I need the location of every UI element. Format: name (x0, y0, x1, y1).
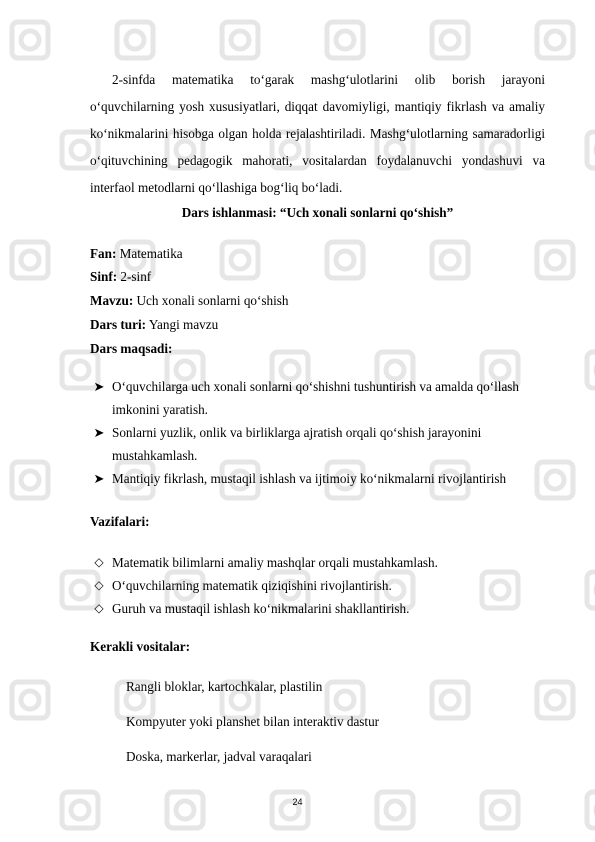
watermark-mark (546, 251, 564, 269)
meta-grade-label: Sinf: (90, 269, 118, 284)
watermark-mark (222, 22, 258, 58)
meta-subject-value: Matematika (116, 246, 183, 261)
meta-topic (90, 293, 289, 309)
watermark-mark (71, 361, 89, 379)
diamond-bullet-icon: ◇ (94, 578, 104, 592)
watermark-mark (21, 251, 39, 269)
watermark-mark (222, 242, 258, 278)
meta-type (90, 317, 218, 333)
watermark-mark (587, 132, 595, 168)
watermark-mark (21, 471, 39, 489)
watermark-mark (126, 31, 144, 49)
meta-grade (90, 269, 151, 285)
task-item: ◇ Guruh va mustaqil ishlash ko‘nikmalarini shakllantirish. (92, 597, 547, 620)
tasks-heading: Vazifalari: (90, 514, 150, 529)
watermark-mark (336, 691, 354, 709)
watermark-mark (537, 22, 573, 58)
watermark-mark (441, 31, 459, 49)
watermark-mark (327, 682, 363, 718)
tool-item: Doska, markerlar, jadval varaqalari (126, 749, 312, 764)
meta-subject-label: Fan: (90, 246, 117, 261)
task-item: ◇ Matematik bilimlarni amaliy mashqlar orqali mustahkamlash. (92, 551, 547, 574)
watermark-mark (587, 352, 595, 388)
watermark-mark (587, 572, 595, 608)
goal-item: ➤ Sonlarni yuzlik, onlik va birliklarga ajratish orqali qo‘shish jarayonini mustahkamlash. (92, 421, 547, 467)
watermark-mark (117, 22, 153, 58)
watermark-mark (546, 691, 564, 709)
watermark-mark (537, 242, 573, 278)
meta-grade-value: 2-sinf (117, 269, 152, 284)
watermark-mark (71, 581, 89, 599)
diamond-bullet-icon: ◇ (94, 601, 104, 615)
watermark-mark (12, 242, 48, 278)
watermark-mark (432, 22, 468, 58)
tools-heading: Kerakli vositalar: (90, 639, 190, 654)
meta-type-label: Dars turi: (90, 317, 147, 332)
page-number: 24 (292, 797, 303, 807)
arrow-bullet-icon: ➤ (93, 471, 105, 486)
tool-item: Kompyuter yoki planshet bilan interaktiv dastur (126, 714, 380, 729)
watermark-mark (12, 462, 48, 498)
meta-type-value: Yangi mavzu (146, 317, 219, 332)
watermark-mark (12, 22, 48, 58)
watermark-mark (231, 31, 249, 49)
diamond-bullet-icon: ◇ (94, 555, 104, 569)
arrow-bullet-icon: ➤ (93, 379, 105, 394)
meta-topic-label: Mavzu: (90, 293, 134, 308)
intro-paragraph: 2-sinfda matematika to‘garak mashg‘ulotlarini olib borish jarayoni o‘quvchilarning yosh xususiyatlari, diqqat davomiyligi, mantiqiy fikrlash va amaliy ko‘nikmalarini hisobga olgan holda rejalashtiriladi. Mashg‘ulotlarning samaradorligi o‘qituvchining pedagogik mahorati, vositalardan foydalanuvchi yondashuvi va interfaol metodlarni qo‘llashiga bog‘liq bo‘ladi. (90, 72, 545, 195)
meta-topic-value: Uch xonali sonlarni qo‘shish (133, 293, 289, 308)
watermark-mark (21, 31, 39, 49)
watermark-mark (432, 682, 468, 718)
watermark-mark (231, 251, 249, 269)
watermark-mark (441, 251, 459, 269)
watermark-mark (336, 31, 354, 49)
watermark-mark (537, 682, 573, 718)
watermark-mark (327, 242, 363, 278)
watermark-mark (432, 242, 468, 278)
watermark-mark (336, 251, 354, 269)
meta-subject (90, 246, 183, 262)
watermark-mark (12, 682, 48, 718)
task-item: ◇ O‘quvchilarning matematik qiziqishini rivojlantirish. (92, 574, 547, 597)
goal-item: ➤ O‘quvchilarga uch xonali sonlarni qo‘shishni tushuntirish va amalda qo‘llash imkonini yaratish. (92, 375, 547, 421)
watermark-mark (327, 22, 363, 58)
goal-item: ➤ Mantiqiy fikrlash, mustaqil ishlash va ijtimoiy ko‘nikmalarni rivojlantirish (92, 467, 547, 490)
goals-heading: Dars maqsadi: (90, 341, 173, 356)
watermark-mark (546, 31, 564, 49)
tool-item: Rangli bloklar, kartochkalar, plastilin (126, 679, 323, 694)
watermark-mark (71, 141, 89, 159)
lesson-title: Dars ishlanmasi: “Uch xonali sonlarni qo‘shish” (181, 205, 454, 220)
watermark-mark (21, 691, 39, 709)
arrow-bullet-icon: ➤ (93, 425, 105, 440)
watermark-mark (441, 691, 459, 709)
